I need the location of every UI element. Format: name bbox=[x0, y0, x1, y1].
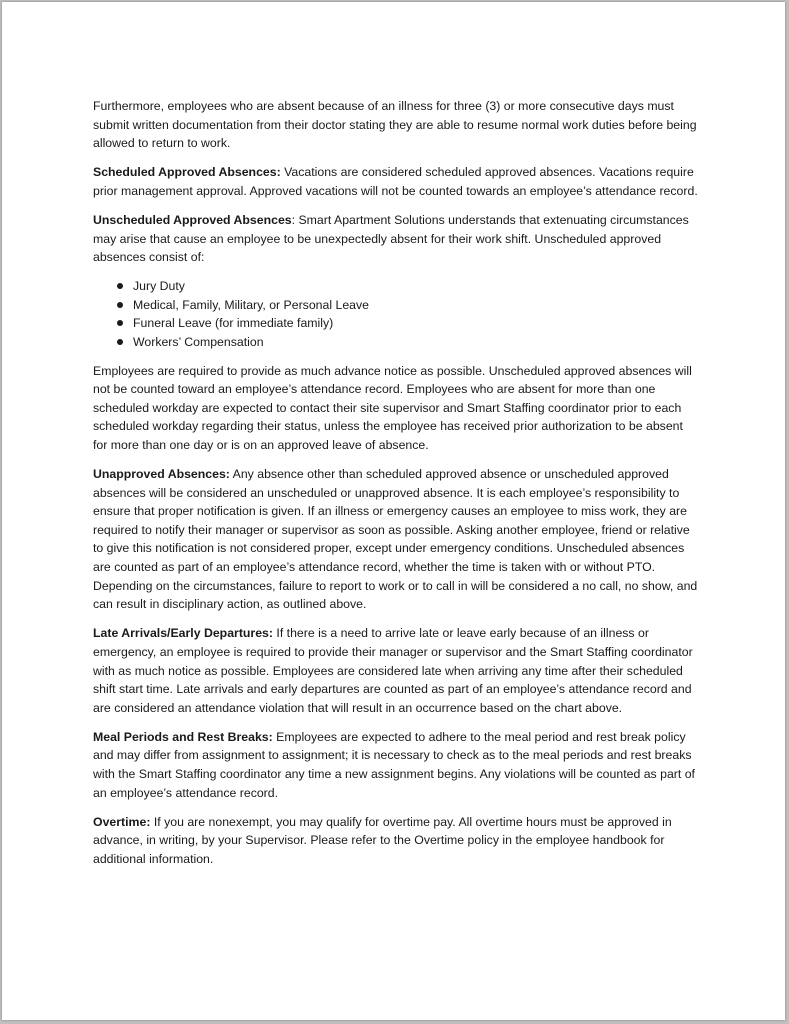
list-item bbox=[133, 296, 699, 315]
paragraph-heading: Late Arrivals/Early Departures: bbox=[93, 626, 273, 641]
paragraph-unapproved-absences bbox=[93, 465, 699, 614]
paragraph-unscheduled-approved-absences bbox=[93, 211, 699, 267]
paragraph-text: Employees are required to provide as much advance notice as possible. Unscheduled approved absences will not be counted toward an employee’s attendance record. Employees who are absent for more than one scheduled workday are expected to contact their site supervisor and Smart Staffing coordinator prior to each scheduled workday regarding their status, unless the employee has received prior authorization to be absent for more than one day or is on an approved leave of absence. bbox=[93, 363, 692, 452]
document-body bbox=[93, 97, 699, 879]
paragraph-heading: Unscheduled Approved Absences bbox=[93, 212, 292, 227]
paragraph-text: If there is a need to arrive late or leave early because of an illness or emergency, an employee is required to provide their manager or supervisor and the Smart Staffing coordinator with as much notice as possible. Employees are considered late when arriving any time after their scheduled shift start time. Late arrivals and early departures are counted as part of an employee’s attendance record and are considered an attendance violation that will result in an occurrence based on the chart above. bbox=[93, 626, 693, 715]
paragraph-text: If you are nonexempt, you may qualify for overtime pay. All overtime hours must be approved in advance, in writing, by your Supervisor. Please refer to the Overtime policy in the employee handbook for additional information. bbox=[93, 814, 672, 866]
list-item-text: Jury Duty bbox=[133, 279, 185, 294]
paragraph-text: Vacations are considered scheduled approved absences. Vacations require prior management approval. Approved vacations will not be counted towards an employee’s attendance record. bbox=[93, 165, 698, 198]
bullet-icon bbox=[117, 283, 123, 289]
paragraph-heading: Unapproved Absences: bbox=[93, 467, 230, 482]
paragraph-illness-documentation bbox=[93, 97, 699, 153]
paragraph-advance-notice bbox=[93, 362, 699, 455]
list-item-text: Funeral Leave (for immediate family) bbox=[133, 316, 334, 331]
bullet-icon bbox=[117, 302, 123, 308]
paragraph-text: : Smart Apartment Solutions understands that extenuating circumstances may arise that cause an employee to be unexpectedly absent for their work shift. Unscheduled approved absences consist of: bbox=[93, 212, 689, 265]
bullet-icon bbox=[117, 339, 123, 345]
paragraph-text: Furthermore, employees who are absent because of an illness for three (3) or more consecutive days must submit written documentation from their doctor stating they are able to resume normal work duties before being allowed to return to work. bbox=[93, 99, 697, 151]
list-item-text: Medical, Family, Military, or Personal Leave bbox=[133, 297, 369, 312]
paragraph-text: Employees are expected to adhere to the meal period and rest break policy and may differ from assignment to assignment; it is necessary to check as to the meal periods and rest breaks with the Smart Staffing coordinator any time a new assignment begins. Any violations will be counted as part of an employee’s attendance record. bbox=[93, 729, 695, 800]
document-page bbox=[2, 2, 785, 1020]
bullet-icon bbox=[117, 320, 123, 326]
list-item-text: Workers’ Compensation bbox=[133, 335, 264, 350]
paragraph-late-arrivals bbox=[93, 624, 699, 717]
paragraph-scheduled-approved-absences bbox=[93, 163, 699, 200]
list-item bbox=[133, 333, 699, 352]
absence-type-list bbox=[93, 277, 699, 351]
paragraph-text: Any absence other than scheduled approved absence or unscheduled approved absences will be considered an unscheduled or unapproved absence. It is each employee’s responsibility to ensure that proper notification is given. If an illness or emergency causes an employee to miss work, they are required to notify their manager or supervisor as soon as possible. Asking another employee, friend or relative to give this notification is not considered proper, except under emergency conditions. Unscheduled absences are counted as part of an employee’s attendance record, whether the time is taken with or without PTO. Depending on the circumstances, failure to report to work or to call in will be considered a no call, no show, and can result in disciplinary action, as outlined above. bbox=[93, 467, 698, 612]
paragraph-heading: Scheduled Approved Absences: bbox=[93, 165, 281, 180]
list-item bbox=[133, 314, 699, 333]
paragraph-meal-periods bbox=[93, 728, 699, 802]
paragraph-heading: Overtime: bbox=[93, 814, 151, 829]
list-item bbox=[133, 277, 699, 296]
paragraph-heading: Meal Periods and Rest Breaks: bbox=[93, 729, 273, 744]
paragraph-overtime bbox=[93, 813, 699, 869]
